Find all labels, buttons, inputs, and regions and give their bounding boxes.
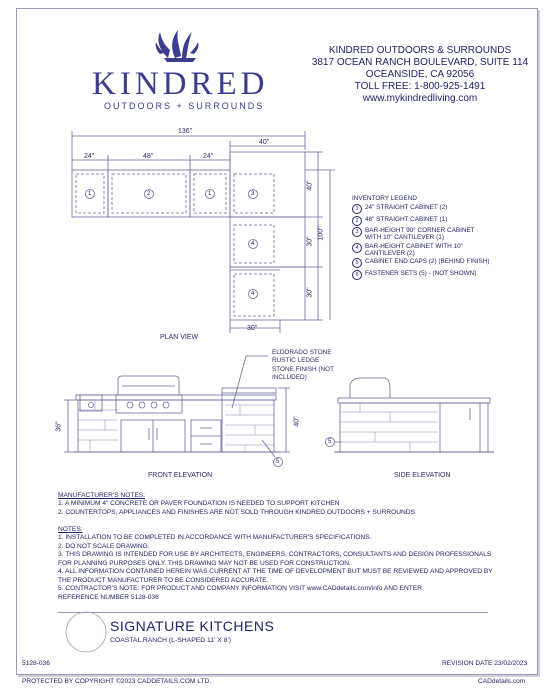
- legend-item: [352, 243, 490, 257]
- legend-text: CABINET END CAPS (2) (BEHIND FINISH): [365, 258, 490, 266]
- logo-wordmark: KINDRED: [92, 66, 269, 102]
- dim-36: 36": [55, 421, 63, 432]
- legend-text: 48" STRAIGHT CABINET (1): [365, 215, 448, 223]
- company-name: KINDRED OUTDOORS & SURROUNDS: [328, 45, 512, 56]
- dim-30-bottom: 30": [247, 325, 258, 332]
- legend-item: [352, 204, 490, 214]
- revision-date: REVISION DATE 23/02/2023: [442, 660, 528, 667]
- plan-tag-1a: 1: [88, 191, 92, 197]
- note-line: THE PRODUCT MANUFACTURER TO BE CONSIDERED ACCURATE.: [58, 576, 269, 584]
- legend-item: [352, 270, 490, 280]
- plan-tag-2: 2: [147, 191, 151, 197]
- callout-line: STONE FINISH (NOT: [272, 365, 335, 373]
- note-line: REFERENCE NUMBER 5128-036: [58, 593, 159, 601]
- front-elevation-label: FRONT ELEVATION: [148, 472, 213, 479]
- callout-line: INCLUDED): [272, 373, 307, 381]
- legend-text: WITH 10" CANTILEVER (1): [365, 234, 444, 242]
- legend-num: 1: [352, 204, 362, 214]
- note-line: FOR PLANNING PURPOSES ONLY. THIS DRAWING MAY NOT BE USED FOR CONSTRUCTION.: [58, 559, 351, 567]
- callout-line: ELDORADO STONE: [272, 349, 332, 356]
- note-line: 5. CONTRACTOR'S NOTE: FOR PRODUCT AND COMPANY INFORMATION VISIT www.CADdetails.com/info AND ENTER: [58, 585, 422, 593]
- legend-text: 24" STRAIGHT CABINET (2): [365, 204, 448, 211]
- elev-tag-5a: 5: [276, 459, 280, 465]
- inventory-legend: [352, 195, 490, 282]
- note-line: 4. ALL INFORMATION CONTAINED HEREIN WAS CURRENT AT THE TIME OF DEVELOPMENT BUT MUST BE REVIEWED AND APPROVED BY: [58, 568, 493, 576]
- dim-40-vertical: 40": [306, 180, 314, 191]
- plan-tag-3: 3: [251, 191, 255, 197]
- legend-item: [352, 227, 490, 241]
- title-circle: [66, 612, 106, 652]
- side-elevation-label: SIDE ELEVATION: [394, 472, 451, 479]
- plan-view: [72, 131, 335, 333]
- callout-line: RUSTIC LEDGE: [272, 357, 320, 365]
- legend-num: 2: [352, 216, 362, 226]
- drawing-subtitle: COASTAL RANCH (L-SHAPED 11' X 8'): [110, 637, 232, 644]
- front-elevation: [64, 356, 290, 467]
- manufacturer-notes: [58, 492, 415, 517]
- caddetails-site: CADdetails.com: [478, 678, 526, 685]
- copyright: PROTECTED BY COPYRIGHT ©2023 CADDETAILS.COM LTD.: [22, 678, 212, 685]
- dim-100-vertical: 100": [317, 226, 325, 241]
- legend-item: [352, 258, 490, 268]
- company-address: 3817 OCEAN RANCH BOULEVARD, SUITE 114: [311, 57, 529, 68]
- elev-tag-5b: 5: [328, 439, 332, 445]
- dim-48: 48": [143, 153, 154, 160]
- legend-text: BAR-HEIGHT CABINET WITH 10": [365, 242, 463, 250]
- dim-total: 136": [178, 128, 193, 135]
- stone-callout: [272, 349, 334, 382]
- company-web: www.mykindredliving.com: [362, 93, 478, 104]
- legend-text: CANTILEVER (2): [365, 249, 415, 257]
- note-line: 3. THIS DRAWING IS INTENDED FOR USE BY ARCHITECTS, ENGINEERS, CONTRACTORS, CONSULTANTS AND DESIGN PROFESSIONALS: [58, 551, 492, 559]
- plan-tag-1b: 1: [208, 191, 212, 197]
- logo-flame-icon: [156, 30, 199, 62]
- plan-tag-4b: 4: [251, 291, 255, 297]
- mfr-notes-title: MANUFACTURER'S NOTES:: [58, 492, 145, 499]
- dim-40-elev: 40": [293, 416, 301, 427]
- general-notes: [58, 526, 493, 602]
- note-line: 1. INSTALLATION TO BE COMPLETED IN ACCORDANCE WITH MANUFACTURER'S SPECIFICATIONS.: [58, 534, 372, 542]
- dim-24a: 24": [84, 153, 95, 160]
- company-info: [310, 45, 530, 105]
- plan-tag-4a: 4: [251, 241, 255, 247]
- legend-text: BAR-HEIGHT 90° CORNER CABINET: [365, 227, 475, 235]
- plan-view-label: PLAN VIEW: [160, 334, 199, 341]
- mfr-note: 2. COUNTERTOPS, APPLIANCES AND FINISHES ARE NOT SOLD THROUGH KINDRED OUTDOORS + SURROUNDS: [58, 508, 415, 516]
- legend-title: INVENTORY LEGEND: [352, 195, 417, 202]
- logo-tagline: OUTDOORS + SURROUNDS: [104, 101, 265, 111]
- company-city: OCEANSIDE, CA 92056: [365, 69, 475, 80]
- dim-30-vertical-2: 30": [306, 287, 314, 298]
- legend-num: 4: [352, 243, 362, 253]
- title-rule: [58, 612, 488, 613]
- side-elevation: [326, 378, 495, 452]
- legend-text: FASTENER SETS (5) - (NOT SHOWN): [365, 269, 477, 277]
- company-phone: TOLL FREE: 1-800-925-1491: [354, 81, 486, 92]
- dim-24b: 24": [203, 153, 214, 160]
- legend-item: [352, 216, 490, 226]
- drawing-title: SIGNATURE KITCHENS: [110, 618, 275, 634]
- legend-num: 5: [352, 258, 362, 268]
- reference-number: 5128-036: [22, 660, 50, 667]
- legend-num: 3: [352, 227, 362, 237]
- notes-title: NOTES:: [58, 526, 83, 533]
- legend-num: 6: [352, 270, 362, 280]
- dim-30-vertical-1: 30": [306, 236, 314, 247]
- note-line: 2. DO NOT SCALE DRAWING.: [58, 542, 150, 550]
- mfr-note: 1. A MINIMUM 4" CONCRETE OR PAVER FOUNDATION IS NEEDED TO SUPPORT KITCHEN: [58, 500, 340, 508]
- dim-40: 40": [259, 139, 270, 146]
